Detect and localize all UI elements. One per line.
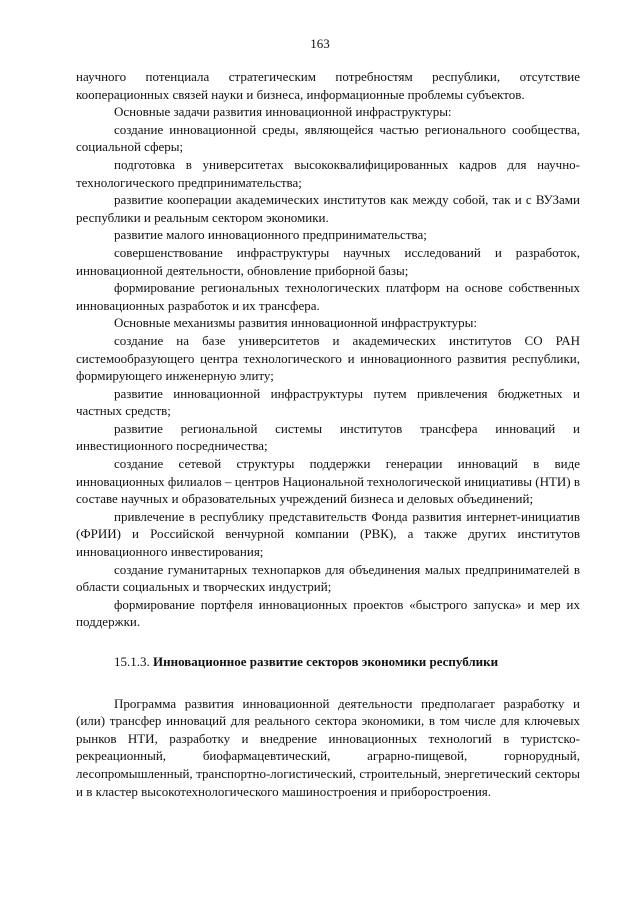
paragraph: Основные задачи развития инновационной инфраструктуры: (114, 104, 452, 120)
paragraph: развитие инновационной инфраструктуры путем привлечения бюджетных и частных средств; (76, 385, 580, 419)
paragraph: развитие региональной системы институтов трансфера инноваций и инвестиционного посредничества; (76, 420, 580, 454)
section-heading (76, 653, 580, 671)
paragraph: создание инновационной среды, являющейся частью регионального сообщества, социальной сферы; (76, 121, 580, 155)
paragraph: создание гуманитарных технопарков для объединения малых предпринимателей в области социальных и творческих индустрий; (76, 561, 580, 595)
paragraph: формирование портфеля инновационных проектов «быстрого запуска» и мер их поддержки. (76, 596, 580, 630)
paragraph: Основные механизмы развития инновационной инфраструктуры: (114, 315, 478, 331)
paragraph: совершенствование инфраструктуры научных исследований и разработок, инновационной деятельности, обновление приборной базы; (76, 244, 580, 278)
section-number: 15.1.3. (114, 654, 150, 669)
paragraph: развитие кооперации академических институтов как между собой, так и с ВУЗами республики и реальным сектором экономики. (76, 192, 580, 225)
paragraph: развитие малого инновационного предпринимательства; (114, 227, 427, 243)
paragraph: создание сетевой структуры поддержки генерации инноваций в виде инновационных филиалов – центров Национальной технологической инициативы (НТИ) в составе научных и образовательных учреждений бизнеса и деловых объединений; (76, 456, 581, 507)
body-text-bottom (76, 695, 580, 801)
paragraph: создание на базе университетов и академических институтов СО РАН системообразующего центра технологического и инновационного развития республики, формирующего инженерную элиту; (76, 332, 580, 384)
paragraph: Программа развития инновационной деятельности предполагает разработку и (или) трансфер инноваций для реального сектора экономики, в том числе для ключевых рынков НТИ, разработку и внедрение инновационных технологий в туристско-рекреационный, биофармацевтический, аграрно-пищевой, горнорудный, лесопромышленный, транспортно-логистический, строительный, энергетический секторы и в кластер высокотехнологического машиностроения и приборостроения. (76, 695, 580, 799)
paragraph: привлечение в республику представительств Фонда развития интернет-инициатив (ФРИИ) и Российской венчурной компании (РВК), а также других институтов инновационного инвестирования; (76, 508, 580, 560)
page-number: 163 (310, 36, 330, 51)
section-title: Инновационное развитие секторов экономики республики (153, 654, 499, 669)
page-content (76, 68, 580, 800)
paragraph: научного потенциала стратегическим потребностям республики, отсутствие кооперационных связей науки и бизнеса, информационные проблемы субъектов. (76, 69, 580, 102)
paragraph: формирование региональных технологических платформ на основе собственных инновационных разработок и их трансфера. (76, 280, 580, 313)
paragraph: подготовка в университетах высококвалифицированных кадров для научно-технологического предпринимательства; (76, 156, 580, 190)
body-text-top (76, 68, 580, 631)
